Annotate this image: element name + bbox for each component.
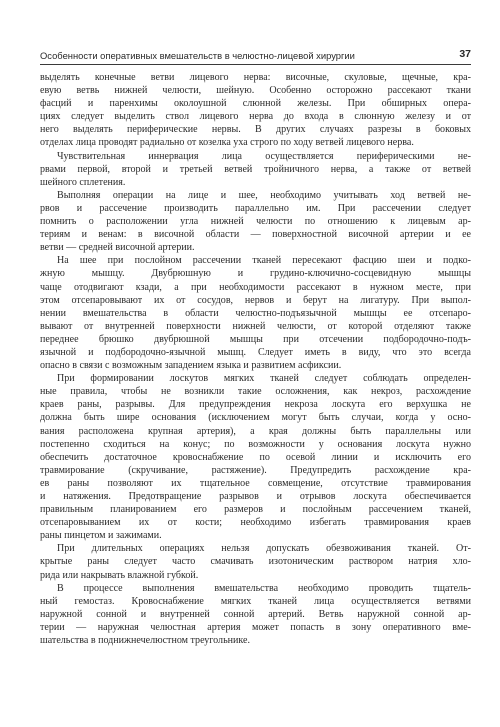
text-line: отделах лица проводят радиально от козелка уха строго по ходу ветвей лицевого нерва. [40, 137, 414, 149]
text-line: При формировании лоскутов мягких тканей следует соблюдать определен- [57, 373, 471, 385]
text-line: Чувствительная иннервация лица осуществляется периферическими не- [57, 150, 471, 162]
text-line: териям и венам: в височной области — поверхностной височной артерии и ее [40, 229, 471, 241]
paragraph [40, 542, 471, 581]
text-line: раны пинцетом и зажимами. [40, 530, 162, 542]
text-line: ветви — средней височной артерии. [40, 242, 195, 254]
text-line: опасно в связи с возможным западением языка и развитием асфиксии. [40, 360, 342, 372]
text-line: помнить о расположении угла нижней челюсти по отношению к лицевым ар- [40, 216, 471, 228]
text-line: фасций и паренхимы околоушной слюнной железы. При обширных опера- [40, 98, 471, 110]
text-line: правильным планированием его размеров и послойным рассечением тканей, [40, 504, 471, 516]
text-line: ные правила, чтобы не возникли такие осложнения, как некроз, расхождение [40, 386, 471, 398]
text-line: травмирование (скручивание, растяжение). Предупредить расхождение кра- [40, 464, 471, 476]
text-line: рвами первой, второй и третьей ветвей тройничного нерва, а также от ветвей [40, 163, 471, 175]
text-line: выделять конечные ветви лицевого нерва: височные, скуловые, щечные, кра- [40, 72, 471, 83]
text-line: шательства в поднижнечелюстном треугольнике. [40, 635, 251, 647]
text-line: При длительных операциях нельзя допускать обезвоживания тканей. От- [57, 543, 471, 555]
text-line: этом отсепаровывают их от сосудов, нервов и берут на лигатуру. При выпол- [40, 294, 471, 306]
text-line: ев раны позволяют их тщательное совмещение, отсутствие травмирования [40, 477, 471, 489]
text-line: вывают от внутренней поверхности нижней челюсти, от которой отделяют также [40, 320, 471, 332]
text-line: язычной и подбородочно-язычной мышц. Следует иметь в виду, что это всегда [40, 346, 471, 358]
paragraph [40, 582, 471, 647]
text-line: отсепаровыванием их от кости; необходимо избегать травмирования краев [40, 517, 471, 529]
text-line: терии — наружная челюстная артерия может попасть в зону оперативного вме- [40, 621, 471, 633]
page-number: 37 [459, 48, 471, 60]
paragraph [40, 150, 471, 189]
text-line: рвов и рассечение производить параллельно им. При рассечении следует [40, 202, 471, 214]
paragraph [40, 254, 471, 372]
paragraph [40, 372, 471, 542]
text-line: рида или накрывать влажной губкой. [40, 569, 199, 581]
text-line: вания расположена крупная артерия), а края должны быть параллельны или [40, 425, 471, 437]
running-title: Особенности оперативных вмешательств в челюстно-лицевой хирургии [40, 50, 355, 61]
header-rule [40, 64, 471, 65]
text-line: крытые раны следует часто смачивать изотоническим раствором натрия хло- [40, 556, 471, 568]
text-line: обеспечить достаточное кровоснабжение по осевой линии и исключить его [40, 451, 471, 463]
text-line: Выполняя операции на лице и шее, необходимо учитывать ход ветвей не- [57, 189, 471, 201]
text-line: наружной сонной и внутренней сонной артерий. Ветвь наружной сонной ар- [40, 608, 471, 620]
text-line: чаще отодвигают кзади, а при необходимости рассекают в нужном месте, при [40, 281, 471, 293]
paragraph [40, 189, 471, 254]
text-line: На шее при послойном рассечении тканей пересекают фасцию шеи и подко- [57, 255, 471, 267]
text-line: него выделять периферические нервы. В других случаях разрезы в боковых [40, 124, 471, 136]
text-line: краев раны, разрывы. Для предупреждения некроза лоскута его верхушка не [40, 399, 471, 411]
paragraph [40, 71, 471, 150]
text-line: В процессе выполнения вмешательства необходимо проводить тщатель- [57, 582, 471, 594]
page-body [40, 71, 471, 647]
text-line: и натяжения. Предотвращение разрывов и отрывов лоскута обеспечивается [40, 491, 471, 502]
text-line: ный гемостаз. Кровоснабжение мягких тканей лица осуществляется ветвями [40, 595, 471, 607]
text-line: переднее брюшко двубрюшной мышцы при отсечении подбородочно-подъ- [40, 333, 471, 345]
text-line: жную мышцу. Двубрюшную и грудино-ключично-сосцевидную мышцы [40, 268, 471, 280]
text-line: циях следует выделить ствол лицевого нерва до входа в слюнную железу и от [40, 111, 471, 123]
text-line: должна быть шире основания (исключением могут быть случаи, когда у осно- [40, 412, 471, 424]
running-header [40, 49, 471, 63]
text-line: евую ветвь нижней челюсти, шейную. Особенно осторожно рассекают ткани [40, 85, 471, 97]
text-line: нении вмешательства в области челюстно-подъязычной мышцы ее отсепаро- [40, 307, 471, 319]
text-line: постепенно сходиться на конус; по возможности у основания лоскута нужно [40, 438, 471, 450]
text-line: шейного сплетения. [40, 176, 126, 188]
